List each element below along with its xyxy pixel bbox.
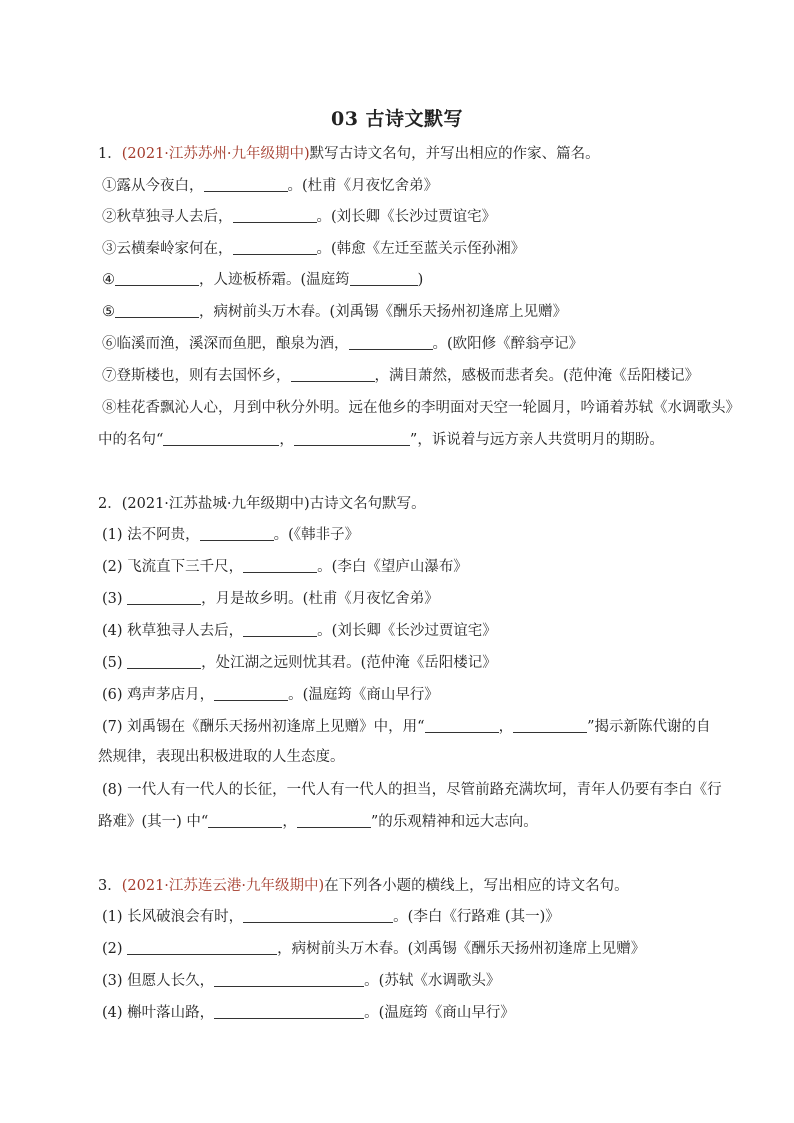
q1-item-6: ⑥临溪而渔，溪深而鱼肥，酿泉为酒， 。(欧阳修《醉翁亭记》 [102,336,584,352]
q3-item-2: (2) ，病树前头万木春。(刘禹锡《酬乐天扬州初逢席上见赠》 [102,941,646,957]
q3-item-4: (4) 槲叶落山路， 。(温庭筠《商山早行》 [102,1005,515,1021]
q2-item-8-line-2: 路难》(其一) 中“ ， ”的乐观精神和远大志向。 [98,814,538,830]
q2-item-7-line-2: 然规律，表现出积极进取的人生态度。 [98,749,345,765]
q2-item-7-line-1: (7) 刘禹锡在《酬乐天扬州初逢席上见赠》中，用“ ， ”揭示新陈代谢的自 [102,719,711,735]
answer-blank[interactable] [350,270,418,286]
q1-item-1: ①露从今夜白， 。(杜甫《月夜忆舍弟》 [102,178,439,194]
question-number: 3． [98,878,122,894]
answer-blank[interactable] [214,1003,364,1019]
answer-blank[interactable] [214,685,288,701]
q1-item-7: ⑦登斯楼也，则有去国怀乡， ，满目萧然，感极而悲者矣。(范仲淹《岳阳楼记》 [102,368,700,384]
q2-item-3: (3) ，月是故乡明。(杜甫《月夜忆舍弟》 [102,591,439,607]
q1-item-5: ⑤ ，病树前头万木春。(刘禹锡《酬乐天扬州初逢席上见赠》 [102,304,568,320]
q2-item-8-line-1: (8) 一代人有一代人的长征，一代人有一代人的担当，尽管前路充满坎坷，青年人仍要有李白《行 [102,782,722,798]
question-prompt: 古诗文名句默写。 [309,496,426,512]
answer-blank[interactable] [513,717,587,733]
answer-blank[interactable] [243,557,317,573]
q2-item-6: (6) 鸡声茅店月， 。(温庭筠《商山早行》 [102,687,439,703]
q2-item-1: (1) 法不阿贵， 。(《韩非子》 [102,527,360,543]
answer-blank[interactable] [214,971,364,987]
q2-item-5: (5) ，处江湖之远则忧其君。(范仲淹《岳阳楼记》 [102,655,497,671]
question-3-header [98,876,629,896]
question-source: (2021·江苏盐城·九年级期中) [121,496,310,512]
answer-blank[interactable] [127,939,277,955]
q1-item-4: ④ ，人迹板桥霜。(温庭筠 ) [102,272,424,288]
question-source: (2021·江苏苏州·九年级期中) [121,146,310,162]
answer-blank[interactable] [233,207,317,223]
question-1-header [98,144,600,164]
answer-blank[interactable] [349,334,433,350]
q3-item-3: (3) 但愿人长久， 。(苏轼《水调歌头》 [102,973,501,989]
answer-blank[interactable] [243,621,317,637]
question-prompt: 在下列各小题的横线上，写出相应的诗文名句。 [324,878,629,894]
question-number: 2． [98,496,122,512]
q1-item-8-line-1: ⑧桂花香飘沁人心，月到中秋分外明。远在他乡的李明面对天空一轮圆月，吟诵着苏轼《水调歌头》 [102,400,740,416]
answer-blank[interactable] [200,525,274,541]
answer-blank[interactable] [208,812,282,828]
question-2-header [98,494,426,514]
page-title: 03 古诗文默写 [330,108,464,130]
answer-blank[interactable] [233,239,317,255]
answer-blank[interactable] [291,366,375,382]
q1-item-8-line-2: 中的名句“ ， ”，诉说着与远方亲人共赏明月的期盼。 [98,432,664,448]
answer-blank[interactable] [127,589,201,605]
question-number: 1． [98,146,122,162]
question-prompt: 默写古诗文名句，并写出相应的作家、篇名。 [309,146,600,162]
answer-blank[interactable] [243,907,393,923]
answer-blank[interactable] [115,302,199,318]
q1-item-2: ②秋草独寻人去后， 。(刘长卿《长沙过贾谊宅》 [102,209,497,225]
q2-item-4: (4) 秋草独寻人去后， 。(刘长卿《长沙过贾谊宅》 [102,623,497,639]
answer-blank[interactable] [115,270,199,286]
answer-blank[interactable] [163,430,279,446]
q1-item-3: ③云横秦岭家何在， 。(韩愈《左迁至蓝关示侄孙湘》 [102,241,526,257]
answer-blank[interactable] [204,176,288,192]
question-source: (2021·江苏连云港·九年级期中) [121,878,325,894]
answer-blank[interactable] [294,430,410,446]
answer-blank[interactable] [297,812,371,828]
answer-blank[interactable] [127,653,201,669]
q2-item-2: (2) 飞流直下三千尺， 。(李白《望庐山瀑布》 [102,559,468,575]
answer-blank[interactable] [425,717,499,733]
q3-item-1: (1) 长风破浪会有时， 。(李白《行路难 (其一)》 [102,909,560,925]
